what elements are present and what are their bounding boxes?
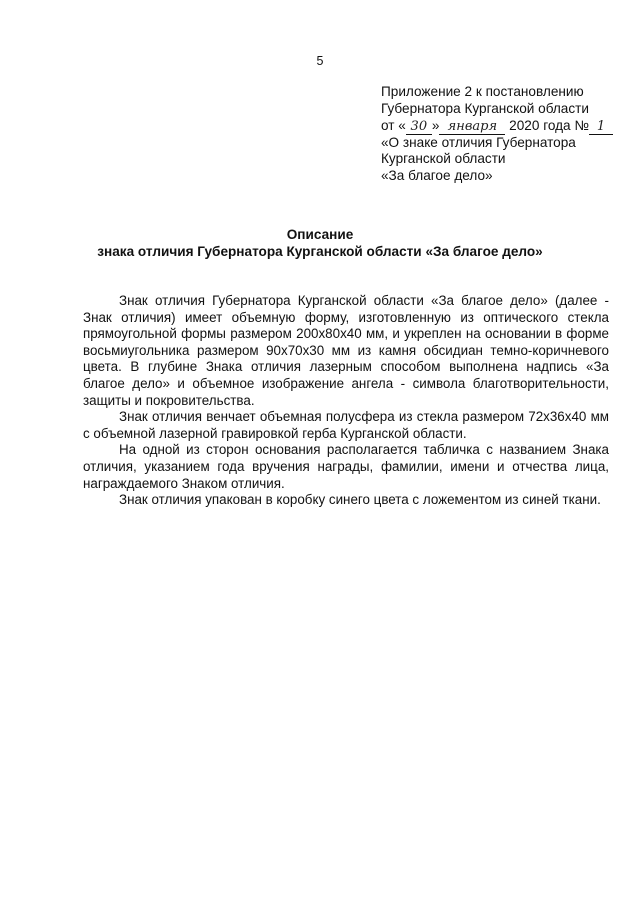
date-year: 2020 года № — [509, 117, 589, 133]
appendix-line-6: «За благое дело» — [381, 168, 493, 184]
document-title — [0, 226, 640, 260]
paragraph: На одной из сторон основания располагается табличка с названием Знака отличия, указанием года вручения награды, фамилии, имени и отчества лица, награждаемого Знаком отличия. — [83, 442, 609, 491]
appendix-line-2: Губернатора Курганской области — [381, 100, 589, 116]
paragraph: Знак отличия Губернатора Курганской области «За благое дело» (далее - Знак отличия) имеет объемную форму, изготовленную из оптического стекла прямоугольной формы размером 200х80х40 мм, и укреплен на основании в форме восьмиугольника размером 90х70х30 мм из камня обсидиан темно-коричневого цвета. В глубине Знака отличия лазерным способом выполнена надпись «За благое дело» и объемное изображение ангела - символа благотворительности, защиты и покровительства. — [83, 293, 609, 408]
handwritten-number: 1 — [589, 120, 613, 135]
date-mid: » — [431, 117, 440, 133]
appendix-line-1: Приложение 2 к постановлению — [381, 84, 584, 99]
date-prefix: от « — [381, 117, 406, 133]
paragraph: Знак отличия венчает объемная полусфера из стекла размером 72х36х40 мм с объемной лазерной гравировкой герба Курганской области. — [83, 409, 609, 441]
appendix-header — [381, 84, 621, 185]
handwritten-month: января — [439, 120, 505, 135]
appendix-line-5: Курганской области — [381, 151, 506, 167]
title-line-2: знака отличия Губернатора Курганской области «За благое дело» — [97, 244, 543, 259]
page-number: 5 — [316, 54, 324, 68]
title-line-1: Описание — [286, 227, 354, 242]
appendix-line-4: «О знаке отличия Губернатора — [381, 134, 576, 150]
description-body — [83, 293, 609, 509]
paragraph: Знак отличия упакован в коробку синего цвета с ложементом из синей ткани. — [119, 492, 601, 508]
handwritten-day: 30 — [406, 120, 432, 135]
appendix-date-line — [381, 118, 621, 135]
